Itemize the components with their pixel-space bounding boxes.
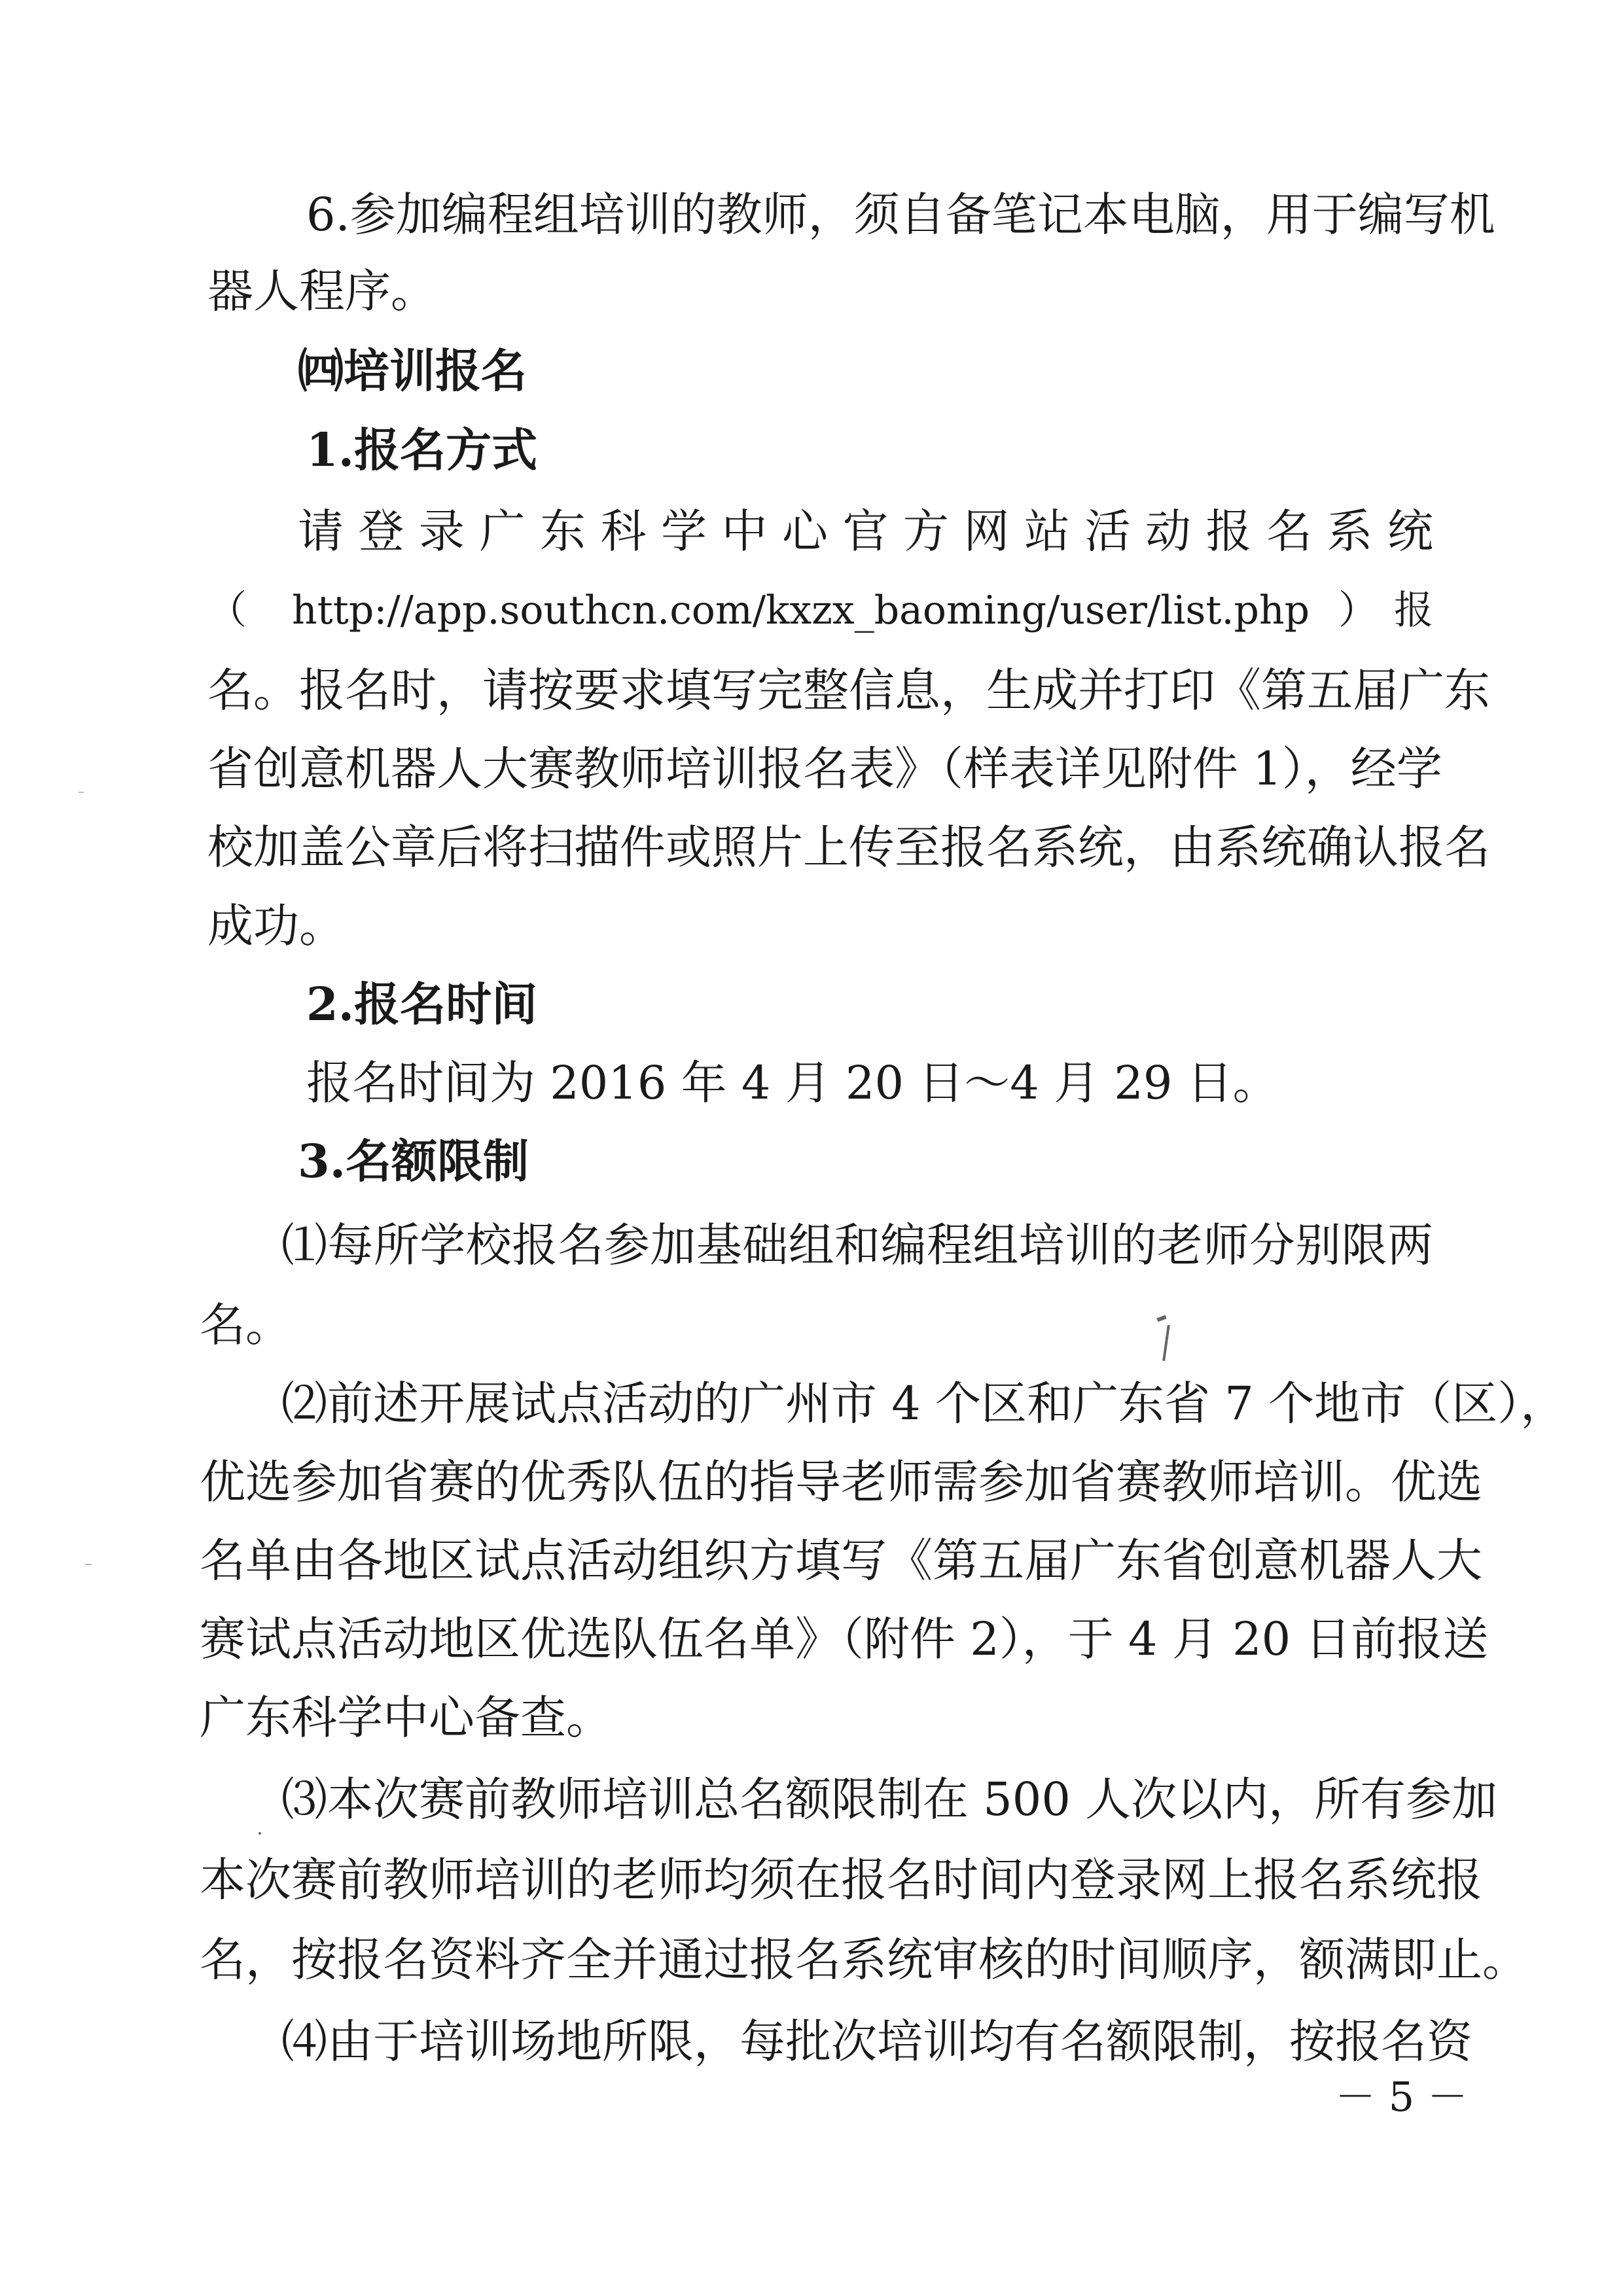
- quota-item3-line: 本次赛前教师培训的老师均须在报名时间内登录网上报名系统报: [200, 1853, 1482, 1907]
- method-line: 省创意机器人大赛教师培训报名表》（样表详见附件 1），经学: [207, 742, 1442, 796]
- quota-item3-line: ⑶本次赛前教师培训总名额限制在 500 人次以内，所有参加: [281, 1773, 1498, 1826]
- quota-item3-line: 名，按报名资料齐全并通过报名系统审核的时间顺序，额满即止。: [200, 1933, 1528, 1987]
- method-line-url: （ http://app.southcn.com/kxzx_baoming/user/list.php ）报: [207, 588, 1433, 633]
- method-line: 成功。: [207, 899, 345, 953]
- item6-line2: 器人程序。: [207, 264, 437, 318]
- page-number: － 5 －: [1335, 2073, 1468, 2121]
- time-text: 报名时间为 2016 年 4 月 20 日～4 月 29 日。: [306, 1056, 1279, 1110]
- quota-item4-line: ⑷由于培训场地所限，每批次培训均有名额限制，按报名资: [281, 2015, 1472, 2068]
- quota-heading: 3.名额限制: [298, 1134, 529, 1188]
- scan-artifact: [1156, 1315, 1166, 1322]
- method-line: 名。报名时，请按要求填写完整信息，生成并打印《第五届广东: [207, 663, 1490, 717]
- item6-line1: 6.参加编程组培训的教师，须自备笔记本电脑，用于编写机: [306, 188, 1495, 241]
- quota-item2-line: 广东科学中心备查。: [200, 1691, 612, 1744]
- scan-artifact: [1162, 1325, 1170, 1361]
- quota-item2-line: 优选参加省赛的优秀队伍的指导老师需参加省赛教师培训。优选: [200, 1455, 1482, 1509]
- scan-artifact: [79, 792, 84, 793]
- scan-artifact: [85, 1564, 92, 1565]
- quota-item1-line: 名。: [200, 1298, 291, 1352]
- quota-item2-line: 名单由各地区试点活动组织方填写《第五届广东省创意机器人大: [200, 1534, 1482, 1587]
- time-heading: 2.报名时间: [306, 977, 538, 1031]
- scan-artifact: [259, 1832, 261, 1835]
- quota-item1-line: ⑴每所学校报名参加基础组和编程组培训的老师分别限两: [281, 1218, 1433, 1272]
- section4-heading: ㈣培训报名: [298, 344, 527, 398]
- method-line: 请登录广东科学中心官方网站活动报名系统: [298, 504, 1433, 558]
- method-heading: 1.报名方式: [306, 423, 538, 477]
- quota-item2-line: 赛试点活动地区优选队伍名单》（附件 2），于 4 月 20 日前报送: [200, 1612, 1489, 1666]
- quota-item2-line: ⑵前述开展试点活动的广州市 4 个区和广东省 7 个地市（区），: [281, 1377, 1567, 1430]
- method-line: 校加盖公章后将扫描件或照片上传至报名系统，由系统确认报名: [207, 821, 1490, 874]
